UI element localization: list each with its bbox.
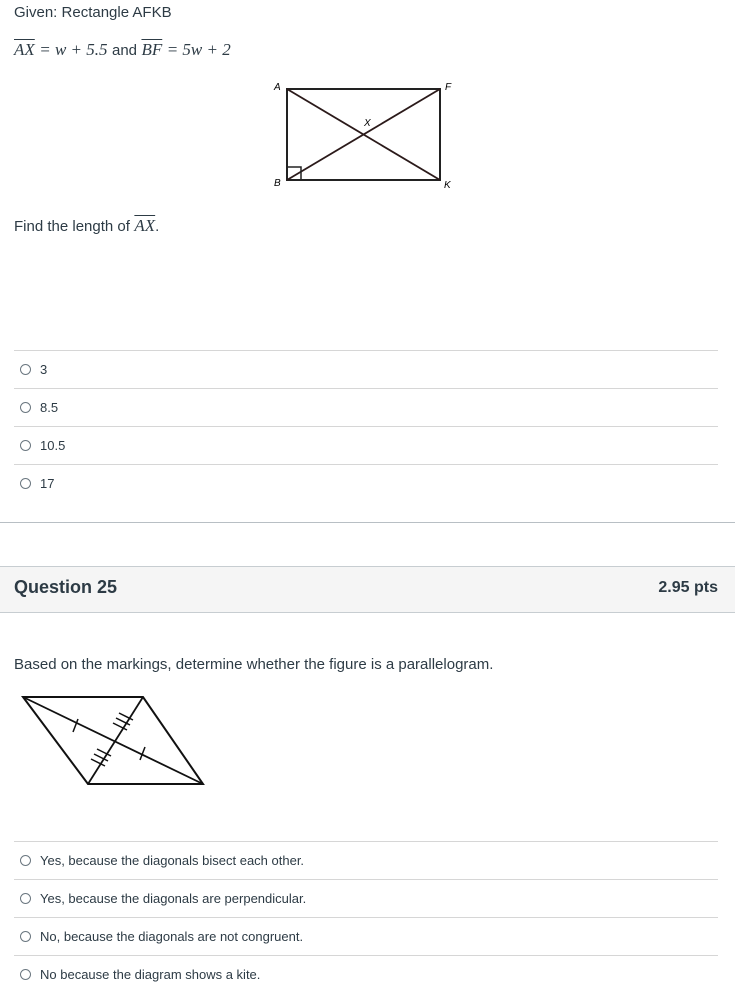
prompt-segment: $\overline{AX}$ <box>134 216 156 235</box>
answer-list-q24 <box>14 350 718 502</box>
answer-option[interactable] <box>14 388 718 426</box>
answer-option[interactable] <box>14 955 718 993</box>
radio-button[interactable] <box>20 402 31 413</box>
answer-option[interactable] <box>14 879 718 917</box>
answer-option[interactable] <box>14 464 718 502</box>
answer-label: Yes, because the diagonals are perpendicular. <box>40 891 307 906</box>
and-word: and <box>111 42 138 59</box>
radio-button[interactable] <box>20 440 31 451</box>
rectangle-afkb-diagram <box>268 76 468 196</box>
label-x: X <box>364 118 371 129</box>
given-equations <box>14 40 231 60</box>
prompt-period: . <box>155 218 160 235</box>
label-b: B <box>274 178 281 189</box>
radio-button[interactable] <box>20 855 31 866</box>
answer-label: 8.5 <box>40 400 59 415</box>
answer-option[interactable] <box>14 426 718 464</box>
radio-button[interactable] <box>20 969 31 980</box>
given-statement: Given: Rectangle AFKB <box>14 4 172 21</box>
answer-label: 10.5 <box>40 438 66 453</box>
answer-option[interactable] <box>14 350 718 388</box>
question-points: 2.95 pts <box>658 579 718 596</box>
label-f: F <box>445 82 452 93</box>
answer-option[interactable] <box>14 841 718 879</box>
prompt-text: Find the length of <box>14 218 130 235</box>
question-title: Question 25 <box>14 577 118 597</box>
expression-bf: = 5w + 2 <box>166 40 231 59</box>
answer-label: No, because the diagonals are not congruent. <box>40 929 304 944</box>
answer-list-q25 <box>14 841 718 993</box>
radio-button[interactable] <box>20 364 31 375</box>
radio-button[interactable] <box>20 893 31 904</box>
parallelogram-diagram <box>18 692 208 792</box>
diagonal-short <box>88 697 143 784</box>
segment-bf: $\overline{BF}$ <box>141 40 163 59</box>
answer-label: No because the diagram shows a kite. <box>40 967 261 982</box>
radio-button[interactable] <box>20 931 31 942</box>
question-prompt: Based on the markings, determine whether the figure is a parallelogram. <box>14 656 494 673</box>
segment-ax: $\overline{AX}$ <box>14 40 35 59</box>
answer-label: 3 <box>40 362 48 377</box>
find-length-prompt <box>14 216 159 236</box>
expression-ax: = w + 5.5 <box>39 40 108 59</box>
answer-label: Yes, because the diagonals bisect each other. <box>40 853 305 868</box>
diagonal-long <box>23 697 203 784</box>
question-divider <box>0 522 735 523</box>
question-header <box>0 566 735 613</box>
label-k: K <box>444 180 451 191</box>
label-a: A <box>274 82 281 93</box>
answer-label: 17 <box>40 476 55 491</box>
answer-option[interactable] <box>14 917 718 955</box>
radio-button[interactable] <box>20 478 31 489</box>
